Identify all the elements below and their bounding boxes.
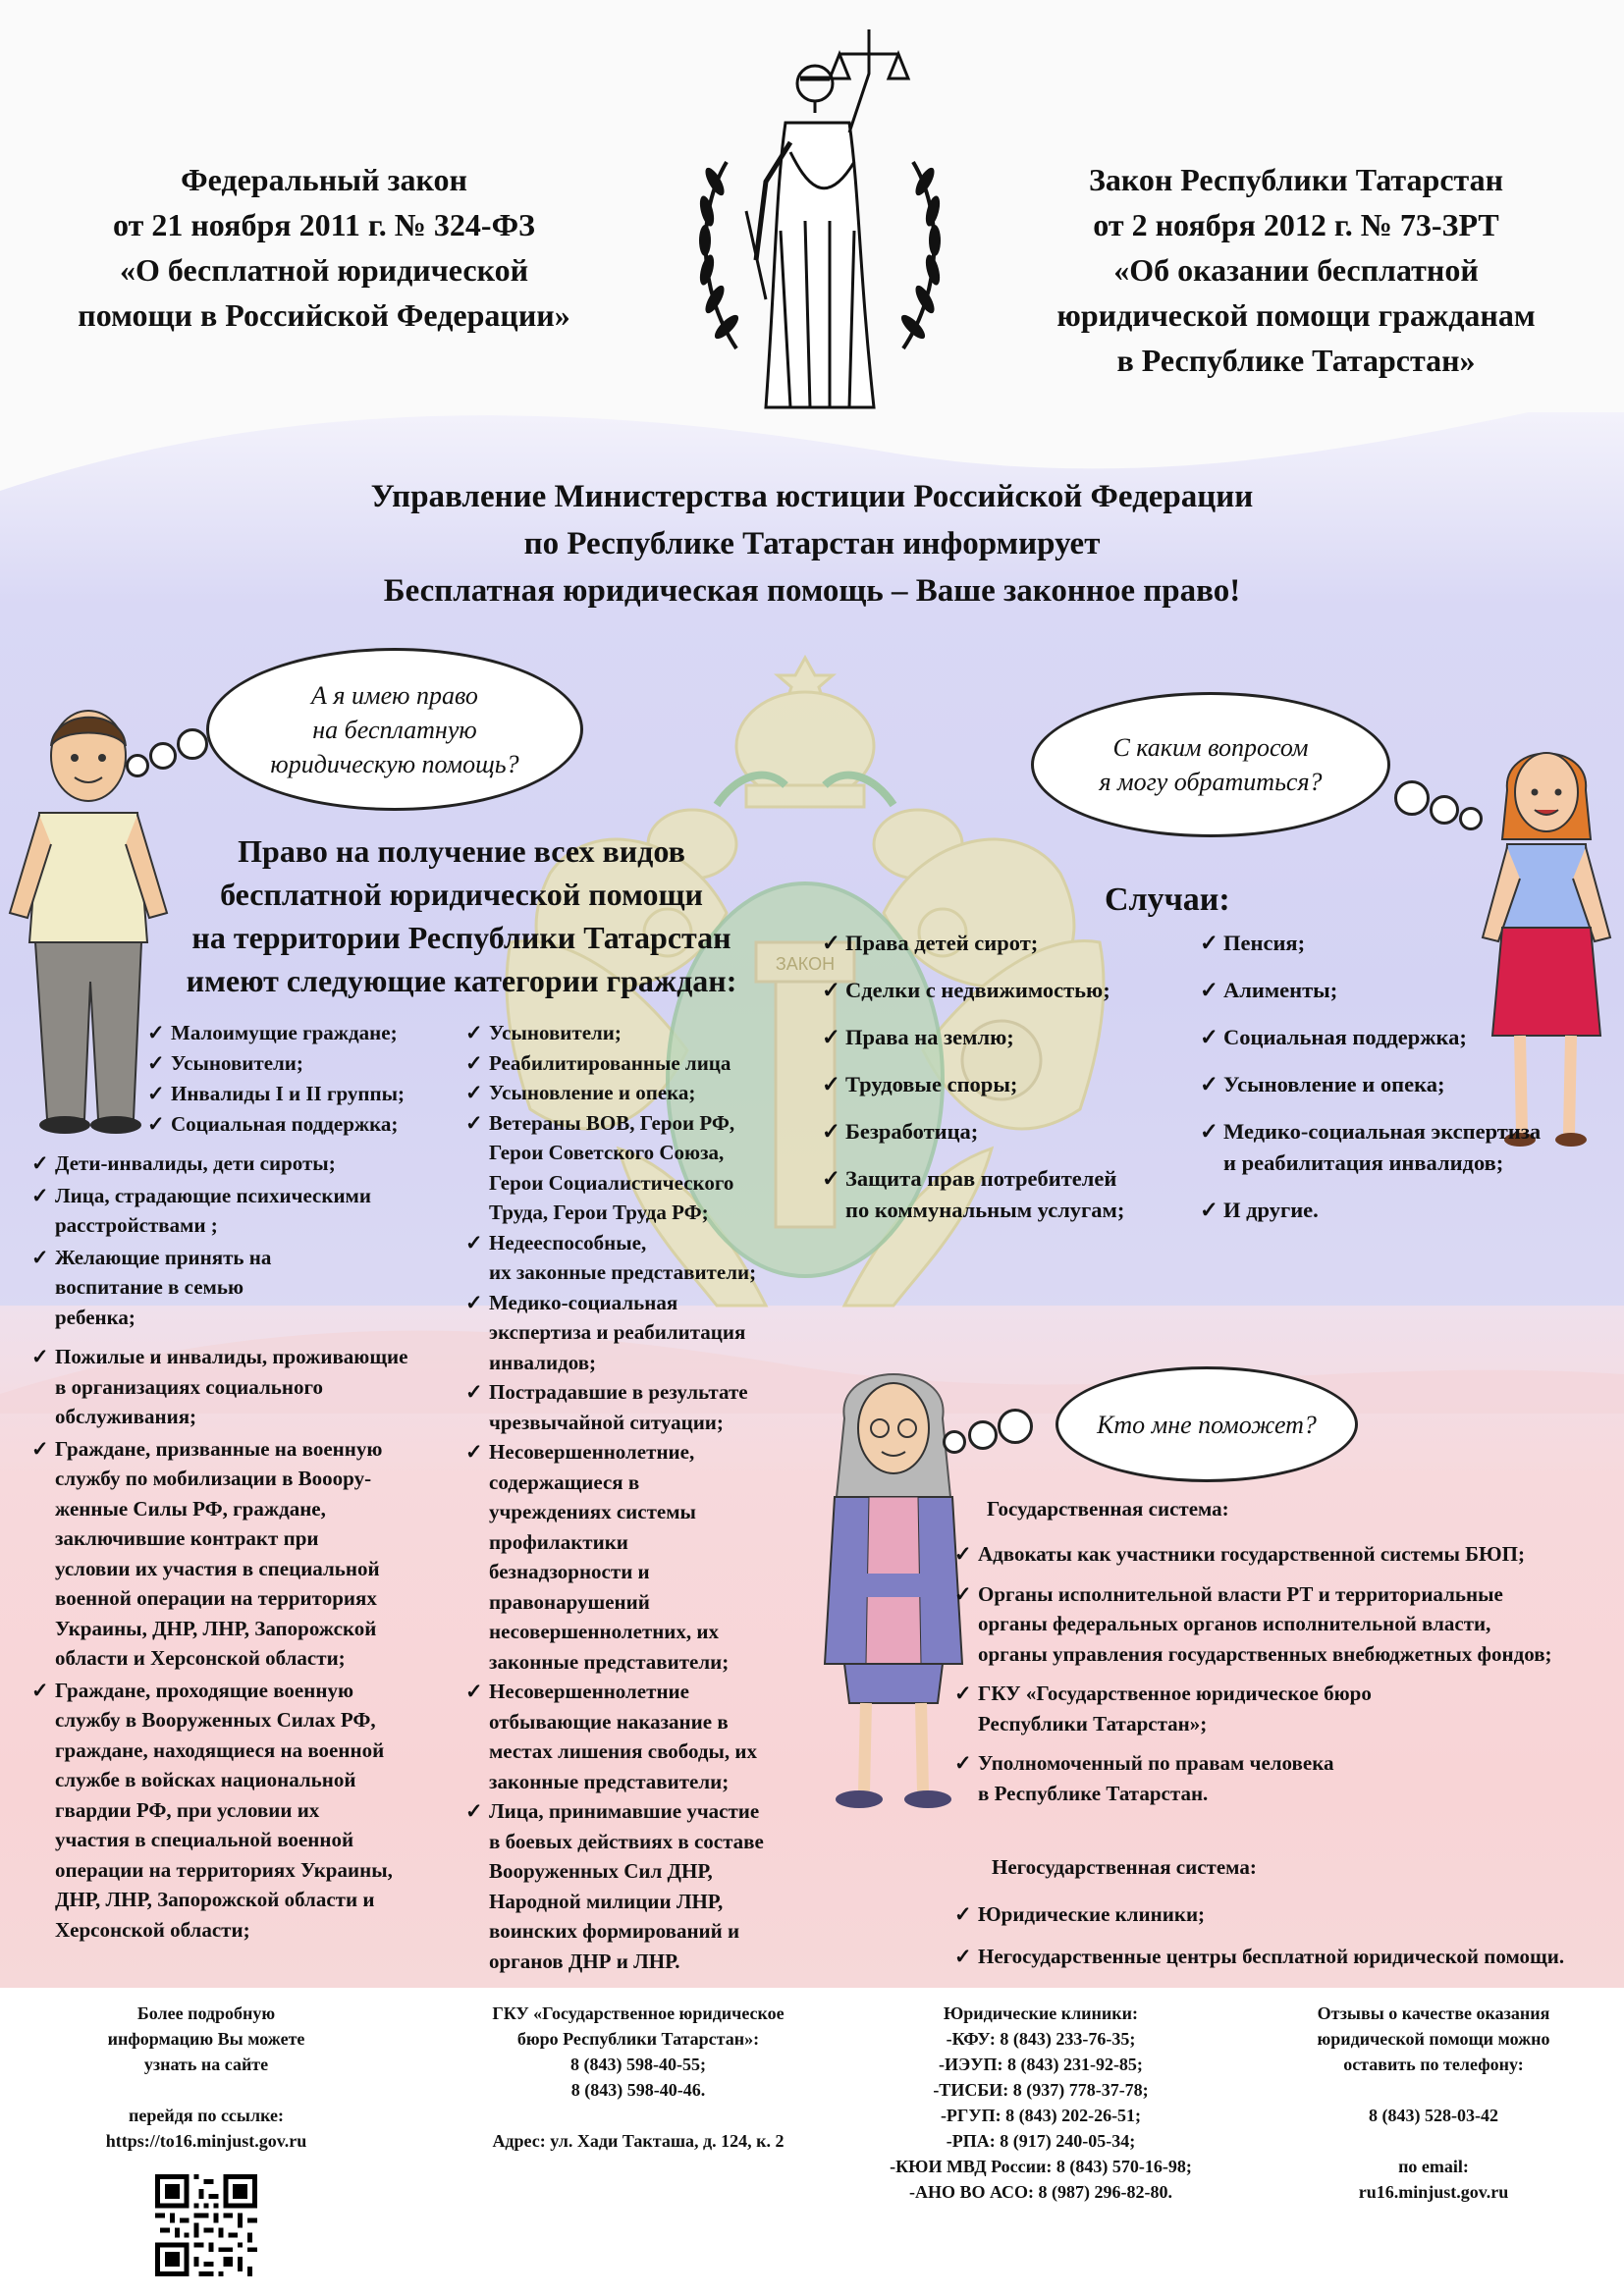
- thought-dot: [968, 1420, 998, 1450]
- cases-list-left: [820, 928, 1193, 1226]
- list-item: ✓ Безработица;: [820, 1116, 1193, 1148]
- elder-thought-bubble: Кто мне поможет?: [1056, 1366, 1358, 1482]
- woman-thought-bubble: С каким вопросом я могу обратиться?: [1031, 692, 1390, 837]
- list-item: ✓ Социальная поддержка;: [145, 1109, 460, 1140]
- categories-title-line: на территории Республики Татарстан: [191, 920, 731, 955]
- categories-title-line: Право на получение всех видов: [238, 833, 685, 869]
- list-item: ✓ Юридические клиники;: [952, 1899, 1620, 1930]
- footer-clinics-info: Юридические клиники: -КФУ: 8 (843) 233-76-35; -ИЭУП: 8 (843) 231-92-85; -ТИСБИ: 8 (937) 778-37-78; -РГУП: 8 (843) 202-26-51; -РПА: 8 (917) 240-05-34; -КЮИ МВД России: 8 (843) 570-16-98; -АНО ВО АСО: 8 (987) 296-82-80.: [890, 2003, 1192, 2202]
- federal-law-line: «О бесплатной юридической: [119, 252, 529, 288]
- list-item: ✓ Граждане, призванные на военную службу по мобилизации в Вооору- женные Силы РФ, граждане, заключившие контракт при условии их участия в специальной военной операции на территориях Украины, ДНР, ЛНР, Запорожской области и Херсонской области;: [29, 1434, 481, 1674]
- list-item: ✓ Пенсия;: [1198, 928, 1591, 959]
- list-item: ✓ Пожилые и инвалиды, проживающие в организациях социального обслуживания;: [29, 1342, 481, 1432]
- nonstate-system-title: Негосударственная система:: [992, 1855, 1257, 1879]
- categories-list-a: [145, 1018, 460, 1140]
- rt-law-line: юридической помощи гражданам: [1056, 297, 1536, 333]
- cases-title: Случаи:: [1105, 881, 1230, 918]
- footer-bureau-info: ГКУ «Государственное юридическое бюро Республики Татарстан»: 8 (843) 598-40-55; 8 (843) 598-40-46. Адрес: ул. Хади Такташа, д. 124, к. 2: [492, 2003, 785, 2151]
- cases-list-right: [1198, 928, 1591, 1226]
- qr-code-icon[interactable]: [155, 2174, 257, 2276]
- thought-dot: [1430, 795, 1459, 825]
- list-item: ✓ Инвалиды I и II группы;: [145, 1079, 460, 1109]
- categories-title: [147, 829, 776, 1002]
- list-item: ✓ Защита прав потребителей по коммунальным услугам;: [820, 1163, 1193, 1226]
- list-item: ✓ Пострадавшие в результате чрезвычайной ситуации;: [463, 1377, 837, 1437]
- footer-site-info: Более подробную информацию Вы можете узнать на сайте перейдя по ссылке: https://to16.minjust.gov.ru: [105, 2003, 307, 2151]
- list-item: ✓ Несовершеннолетние, содержащиеся в учреждениях системы профилактики безнадзорности и правонарушений несовершеннолетних, их законные представители;: [463, 1437, 837, 1677]
- federal-law-line: помощи в Российской Федерации»: [78, 297, 570, 333]
- thought-dot: [998, 1409, 1033, 1444]
- rt-law-title: [1001, 157, 1591, 383]
- list-item: ✓ Лица, принимавшие участие в боевых действиях в составе Вооруженных Сил ДНР, Народной милиции ЛНР, воинских формирований и органов ДНР и ЛНР.: [463, 1796, 837, 1976]
- federal-law-title: [69, 157, 579, 338]
- list-item: ✓ Граждане, проходящие военную службу в Вооруженных Силах РФ, граждане, находящиеся на военной службе в войсках национальной гвардии РФ, при условии их участия в специальной военной операции на территориях Украины, ДНР, ЛНР, Запорожской области и Херсонской области;: [29, 1676, 481, 1946]
- list-item: ✓ Органы исполнительной власти РТ и территориальные органы федеральных органов исполнительной власти, органы управления государственных внебюджетных фондов;: [952, 1579, 1620, 1670]
- ministry-line: по Республике Татарстан информирует: [523, 526, 1101, 561]
- nonstate-system-list: [952, 1899, 1620, 1971]
- list-item: ✓ Адвокаты как участники государственной системы БЮП;: [952, 1539, 1620, 1570]
- thought-dot: [1394, 780, 1430, 816]
- list-item: ✓ Медико-социальная экспертиза и реабилитация инвалидов;: [463, 1288, 837, 1378]
- federal-law-line: Федеральный закон: [181, 162, 467, 197]
- categories-title-line: имеют следующие категории граждан:: [186, 963, 737, 998]
- list-item: ✓ ГКУ «Государственное юридическое бюро Республики Татарстан»;: [952, 1679, 1620, 1738]
- list-item: ✓ Сделки с недвижимостью;: [820, 975, 1193, 1006]
- thought-dot: [177, 728, 208, 760]
- categories-list-c: [463, 1018, 837, 1976]
- thought-dot: [1459, 807, 1483, 830]
- thought-dot: [149, 742, 177, 770]
- list-item: ✓ Уполномоченный по правам человека в Республике Татарстан.: [952, 1748, 1620, 1808]
- list-item: ✓ Желающие принять на воспитание в семью ребенка;: [29, 1243, 481, 1333]
- ministry-line: Управление Министерства юстиции Российской Федерации: [370, 479, 1254, 514]
- list-item: ✓ Права детей сирот;: [820, 928, 1193, 959]
- list-item: ✓ Недееспособные, их законные представители;: [463, 1228, 837, 1288]
- rt-law-line: Закон Республики Татарстан: [1088, 162, 1504, 197]
- state-system-list: [952, 1539, 1620, 1808]
- list-item: ✓ Негосударственные центры бесплатной юридической помощи.: [952, 1942, 1620, 1972]
- ministry-line: Бесплатная юридическая помощь – Ваше законное право!: [383, 573, 1241, 609]
- categories-title-line: бесплатной юридической помощи: [220, 877, 703, 912]
- ministry-title: [196, 473, 1428, 614]
- list-item: ✓ Усыновители;: [463, 1018, 837, 1048]
- themis-statue-icon: [668, 15, 972, 427]
- list-item: ✓ Усыновители;: [145, 1048, 460, 1079]
- federal-law-line: от 21 ноября 2011 г. № 324-ФЗ: [113, 207, 535, 242]
- thought-dot: [126, 754, 149, 777]
- list-item: ✓ Усыновление и опека;: [463, 1078, 837, 1108]
- list-item: ✓ И другие.: [1198, 1195, 1591, 1226]
- list-item: ✓ Реабилитированные лица: [463, 1048, 837, 1079]
- categories-list-b: [29, 1148, 481, 1945]
- list-item: ✓ Дети-инвалиды, дети сироты;: [29, 1148, 481, 1179]
- rt-law-line: от 2 ноября 2012 г. № 73-ЗРТ: [1093, 207, 1499, 242]
- rt-law-line: «Об оказании бесплатной: [1113, 252, 1479, 288]
- thought-dot: [943, 1430, 966, 1454]
- list-item: ✓ Несовершеннолетние отбывающие наказание в местах лишения свободы, их законные представители;: [463, 1677, 837, 1796]
- list-item: ✓ Социальная поддержка;: [1198, 1022, 1591, 1053]
- list-item: ✓ Лица, страдающие психическими расстройствами ;: [29, 1181, 481, 1241]
- list-item: ✓ Трудовые споры;: [820, 1069, 1193, 1100]
- list-item: ✓ Алименты;: [1198, 975, 1591, 1006]
- man-thought-bubble: А я имею право на бесплатную юридическую помощь?: [206, 648, 583, 811]
- list-item: ✓ Усыновление и опека;: [1198, 1069, 1591, 1100]
- list-item: ✓ Ветераны ВОВ, Герои РФ, Герои Советского Союза, Герои Социалистического Труда, Герои Труда РФ;: [463, 1108, 837, 1228]
- state-system-title: Государственная система:: [987, 1497, 1229, 1521]
- list-item: ✓ Малоимущие граждане;: [145, 1018, 460, 1048]
- rt-law-line: в Республике Татарстан»: [1116, 343, 1476, 378]
- emblem-label: ЗАКОН: [775, 954, 836, 974]
- list-item: ✓ Права на землю;: [820, 1022, 1193, 1053]
- list-item: ✓ Медико-социальная экспертиза и реабилитация инвалидов;: [1198, 1116, 1591, 1179]
- footer-feedback-info: Отзывы о качестве оказания юридической помощи можно оставить по телефону: 8 (843) 528-03-42 по email: ru16.minjust.gov.ru: [1317, 2003, 1550, 2202]
